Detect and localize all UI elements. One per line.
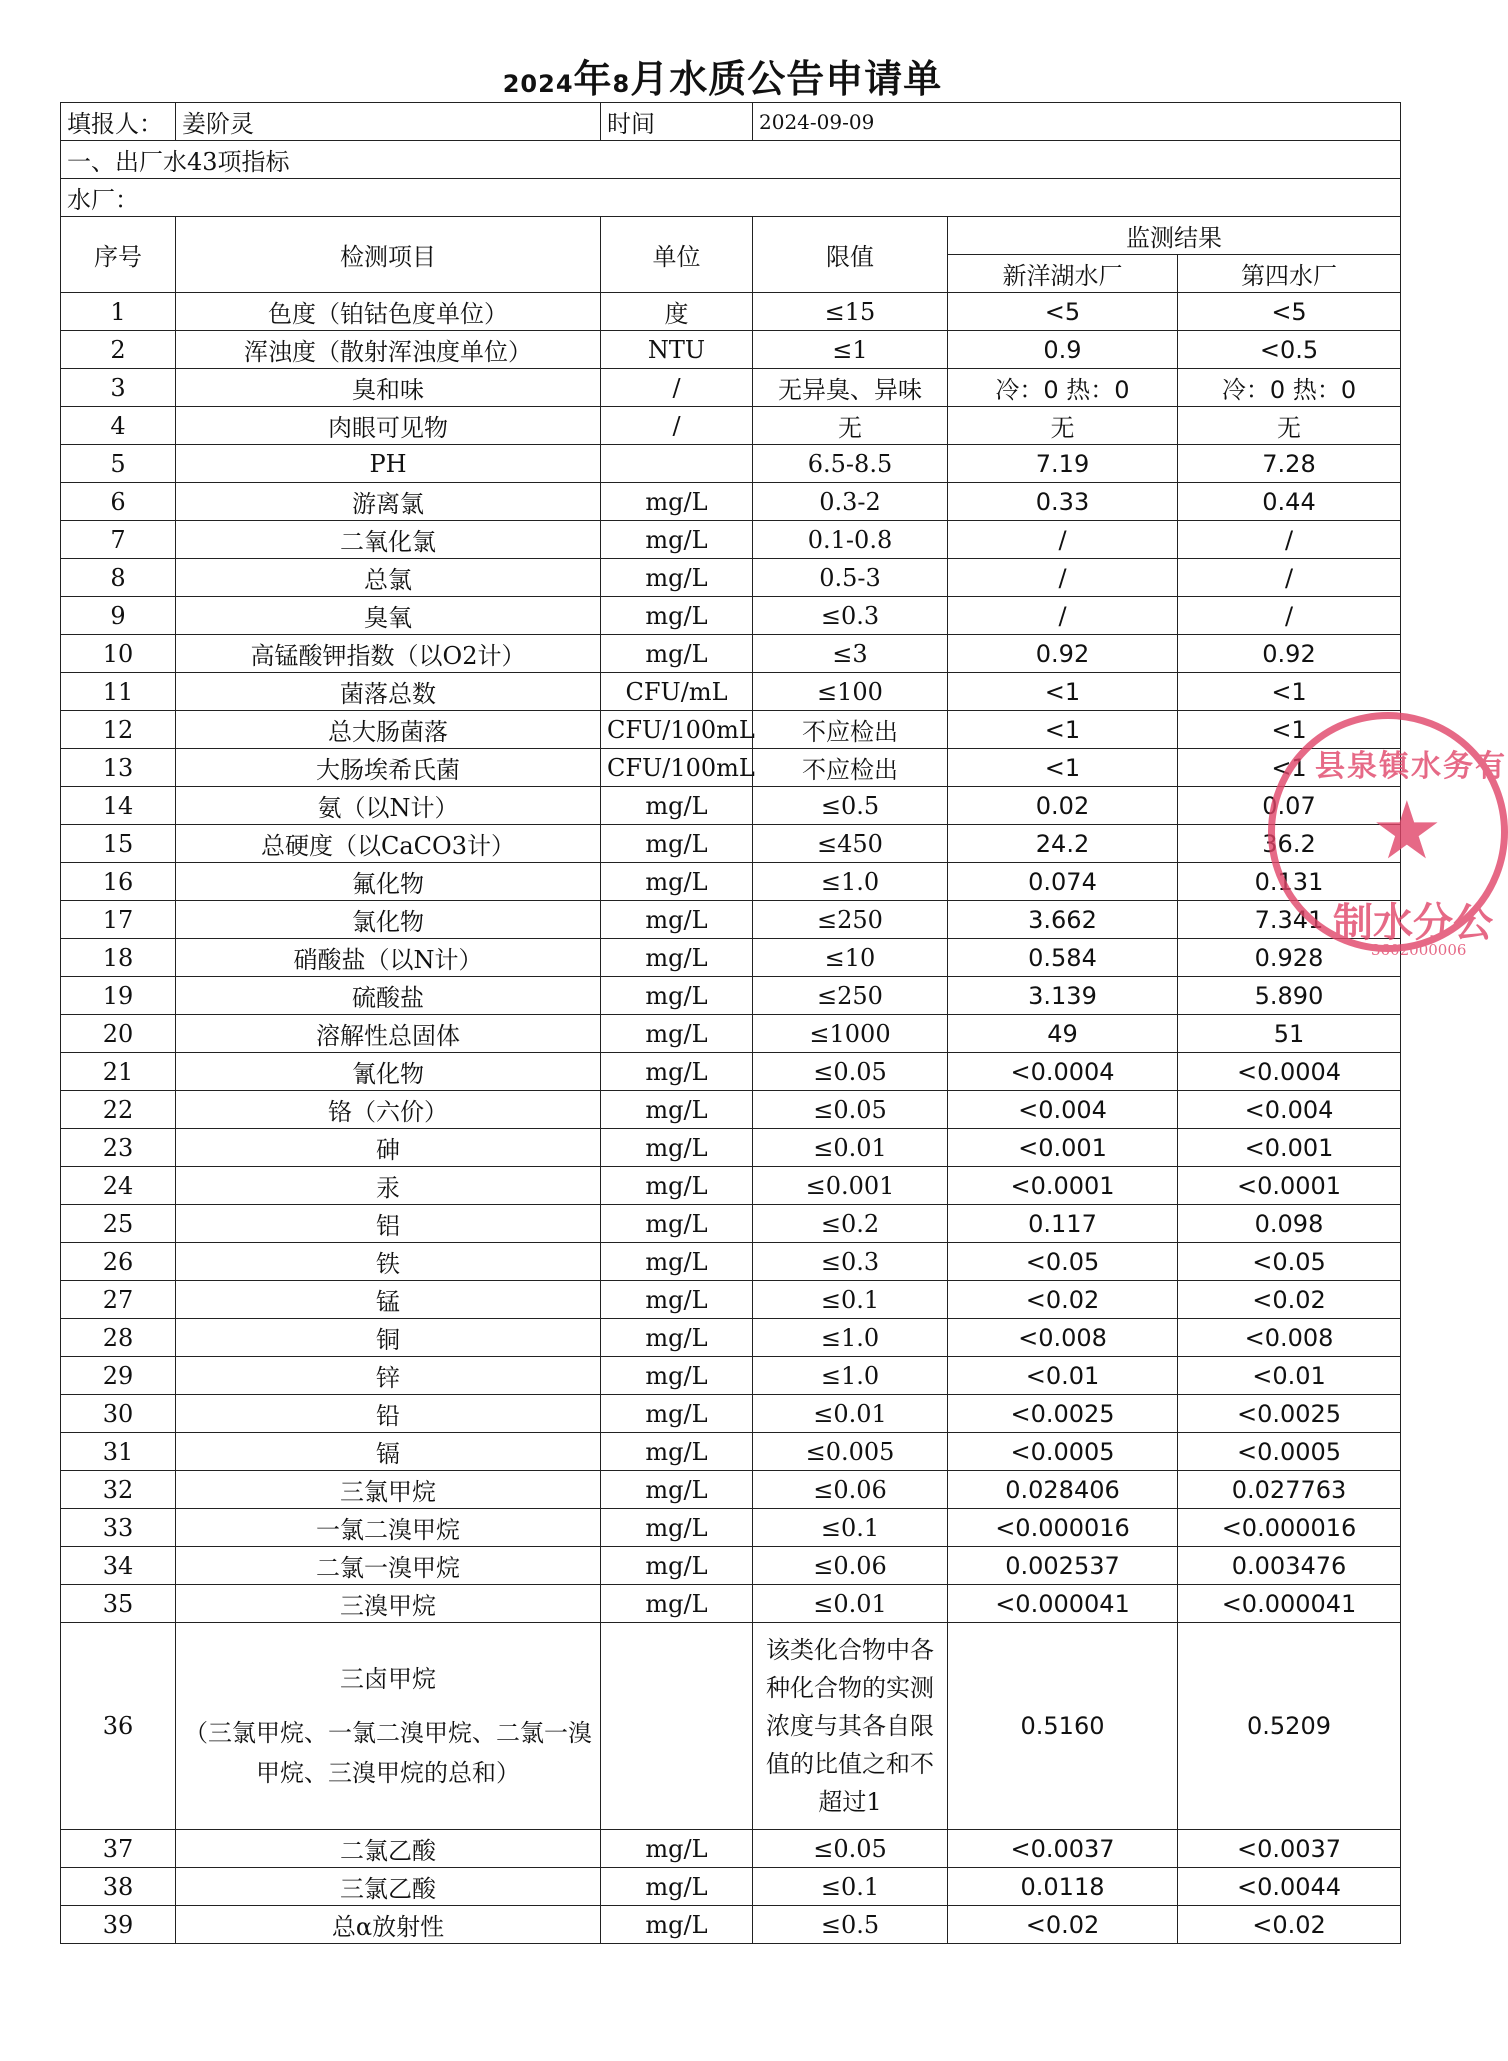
- row-result-plant-b: 36.2: [1178, 825, 1401, 863]
- row-limit: ≤1000: [753, 1015, 948, 1053]
- row-number: 39: [61, 1906, 176, 1944]
- row-unit: mg/L: [601, 939, 753, 977]
- row-result-plant-b: 0.027763: [1178, 1471, 1401, 1509]
- row-unit: mg/L: [601, 1281, 753, 1319]
- row-limit: 不应检出: [753, 749, 948, 787]
- row-item: 三溴甲烷: [176, 1585, 601, 1623]
- row-item: 肉眼可见物: [176, 407, 601, 445]
- table-row: [61, 369, 1401, 407]
- col-limit-header: 限值: [753, 217, 948, 293]
- row-number: 23: [61, 1129, 176, 1167]
- row-unit: NTU: [601, 331, 753, 369]
- table-row: [61, 749, 1401, 787]
- row-limit: ≤0.5: [753, 787, 948, 825]
- table-row: [61, 635, 1401, 673]
- row-limit: ≤10: [753, 939, 948, 977]
- row-unit: mg/L: [601, 1243, 753, 1281]
- row-item: 铬（六价）: [176, 1091, 601, 1129]
- row-limit: ≤0.5: [753, 1906, 948, 1944]
- table-row: [61, 559, 1401, 597]
- table-row: [61, 1509, 1401, 1547]
- row-result-plant-a: <0.01: [948, 1357, 1178, 1395]
- table-row: [61, 331, 1401, 369]
- table-row: [61, 1091, 1401, 1129]
- row-number: 30: [61, 1395, 176, 1433]
- row-result-plant-a: <0.02: [948, 1281, 1178, 1319]
- row-result-plant-a: 无: [948, 407, 1178, 445]
- table-row: [61, 939, 1401, 977]
- row-limit: ≤3: [753, 635, 948, 673]
- table-row: [61, 407, 1401, 445]
- row-limit: ≤0.06: [753, 1471, 948, 1509]
- row-result-plant-a: 0.5160: [948, 1623, 1178, 1830]
- row-result-plant-b: <1: [1178, 749, 1401, 787]
- row-limit: ≤0.05: [753, 1830, 948, 1868]
- section-title: 一、出厂水43项指标: [61, 141, 1401, 179]
- row-result-plant-a: 0.0118: [948, 1868, 1178, 1906]
- row-result-plant-b: 5.890: [1178, 977, 1401, 1015]
- row-number: 26: [61, 1243, 176, 1281]
- row-result-plant-b: <0.0044: [1178, 1868, 1401, 1906]
- plant-row: [61, 179, 1401, 217]
- row-item: 总大肠菌落: [176, 711, 601, 749]
- row-limit: 6.5-8.5: [753, 445, 948, 483]
- row-result-plant-a: /: [948, 559, 1178, 597]
- row-result-plant-a: <0.000016: [948, 1509, 1178, 1547]
- row-number: 37: [61, 1830, 176, 1868]
- water-quality-table: [60, 102, 1401, 1944]
- table-row: [61, 521, 1401, 559]
- row-result-plant-b: <5: [1178, 293, 1401, 331]
- col-unit-header: 单位: [601, 217, 753, 293]
- plant-label: 水厂：: [61, 179, 1401, 217]
- row-result-plant-b: <1: [1178, 711, 1401, 749]
- row-number: 38: [61, 1868, 176, 1906]
- row-item: 锌: [176, 1357, 601, 1395]
- row-limit: ≤0.1: [753, 1281, 948, 1319]
- row-limit: 0.3-2: [753, 483, 948, 521]
- table-row: [61, 1167, 1401, 1205]
- row-result-plant-b: <0.0004: [1178, 1053, 1401, 1091]
- table-row: [61, 863, 1401, 901]
- row-limit: ≤0.2: [753, 1205, 948, 1243]
- reporter-name: 姜阶灵: [176, 103, 601, 141]
- row-limit: ≤1.0: [753, 1357, 948, 1395]
- row-item: 二氧化氯: [176, 521, 601, 559]
- row-limit: ≤250: [753, 977, 948, 1015]
- row-number: 29: [61, 1357, 176, 1395]
- row-unit: CFU/100mL: [601, 711, 753, 749]
- row-item: 铁: [176, 1243, 601, 1281]
- row-item: 氟化物: [176, 863, 601, 901]
- row-result-plant-a: <0.0004: [948, 1053, 1178, 1091]
- row-number: 25: [61, 1205, 176, 1243]
- row-limit: ≤1.0: [753, 1319, 948, 1357]
- row-result-plant-a: 7.19: [948, 445, 1178, 483]
- row-result-plant-a: <0.004: [948, 1091, 1178, 1129]
- row-number: 20: [61, 1015, 176, 1053]
- row-result-plant-b: <0.000041: [1178, 1585, 1401, 1623]
- row-number: 19: [61, 977, 176, 1015]
- section-row: [61, 141, 1401, 179]
- row-result-plant-b: <0.0025: [1178, 1395, 1401, 1433]
- row-item: 总α放射性: [176, 1906, 601, 1944]
- row-result-plant-a: /: [948, 521, 1178, 559]
- row-unit: mg/L: [601, 1868, 753, 1906]
- row-item: 总氯: [176, 559, 601, 597]
- row-number: 8: [61, 559, 176, 597]
- table-row: [61, 1395, 1401, 1433]
- row-item: 大肠埃希氏菌: [176, 749, 601, 787]
- table-row: [61, 1243, 1401, 1281]
- row-unit: CFU/mL: [601, 673, 753, 711]
- row-result-plant-b: 冷：0 热：0: [1178, 369, 1401, 407]
- col-plant-a-header: 新洋湖水厂: [948, 255, 1178, 293]
- row-unit: mg/L: [601, 901, 753, 939]
- row-unit: mg/L: [601, 635, 753, 673]
- row-limit: ≤0.3: [753, 1243, 948, 1281]
- row-number: 10: [61, 635, 176, 673]
- row-result-plant-b: /: [1178, 521, 1401, 559]
- row-limit: ≤0.001: [753, 1167, 948, 1205]
- row-unit: /: [601, 369, 753, 407]
- row-result-plant-a: <5: [948, 293, 1178, 331]
- row-unit: mg/L: [601, 1906, 753, 1944]
- row-unit: mg/L: [601, 1395, 753, 1433]
- row-result-plant-b: /: [1178, 597, 1401, 635]
- column-header-row-1: [61, 217, 1401, 255]
- row-number: 31: [61, 1433, 176, 1471]
- row-result-plant-a: 0.92: [948, 635, 1178, 673]
- row-result-plant-a: 0.02: [948, 787, 1178, 825]
- row-unit: mg/L: [601, 977, 753, 1015]
- row-result-plant-b: 无: [1178, 407, 1401, 445]
- row-result-plant-a: 冷：0 热：0: [948, 369, 1178, 407]
- row-result-plant-a: 49: [948, 1015, 1178, 1053]
- row-number: 33: [61, 1509, 176, 1547]
- row-limit: 0.5-3: [753, 559, 948, 597]
- row-item: 浑浊度（散射浑浊度单位）: [176, 331, 601, 369]
- row-result-plant-a: <1: [948, 673, 1178, 711]
- stamp-top-text: 县泉镇水务有: [1315, 749, 1507, 784]
- row-item: 臭氧: [176, 597, 601, 635]
- row-item: 氯化物: [176, 901, 601, 939]
- stamp-code: 3602000006: [1371, 941, 1467, 959]
- table-row: [61, 1281, 1401, 1319]
- row-result-plant-a: 3.139: [948, 977, 1178, 1015]
- row-unit: mg/L: [601, 1167, 753, 1205]
- row-result-plant-a: /: [948, 597, 1178, 635]
- table-row: [61, 1205, 1401, 1243]
- row-unit: 度: [601, 293, 753, 331]
- row-number: 22: [61, 1091, 176, 1129]
- page-title: 2024年8月水质公告申请单: [502, 57, 943, 101]
- row-unit: CFU/100mL: [601, 749, 753, 787]
- row-result-plant-a: 0.117: [948, 1205, 1178, 1243]
- row-result-plant-b: 0.92: [1178, 635, 1401, 673]
- row-item: 氰化物: [176, 1053, 601, 1091]
- row-item-note: （三氯甲烷、一氯二溴甲烷、二氯一溴甲烷、三溴甲烷的总和）: [184, 1719, 592, 1787]
- row-result-plant-b: <0.0005: [1178, 1433, 1401, 1471]
- row-result-plant-a: <0.0037: [948, 1830, 1178, 1868]
- row-item: 高锰酸钾指数（以O2计）: [176, 635, 601, 673]
- col-results-header: 监测结果: [948, 217, 1401, 255]
- row-unit: [601, 1623, 753, 1830]
- row-number: 4: [61, 407, 176, 445]
- row-limit: ≤100: [753, 673, 948, 711]
- row-item: 一氯二溴甲烷: [176, 1509, 601, 1547]
- row-unit: mg/L: [601, 1547, 753, 1585]
- row-result-plant-b: 51: [1178, 1015, 1401, 1053]
- row-unit: mg/L: [601, 1205, 753, 1243]
- row-item: [176, 1623, 601, 1830]
- row-limit: 不应检出: [753, 711, 948, 749]
- row-item: 臭和味: [176, 369, 601, 407]
- row-result-plant-a: 0.002537: [948, 1547, 1178, 1585]
- row-result-plant-a: <0.000041: [948, 1585, 1178, 1623]
- row-limit: ≤1.0: [753, 863, 948, 901]
- row-item: 二氯一溴甲烷: [176, 1547, 601, 1585]
- row-limit: ≤15: [753, 293, 948, 331]
- table-row: [61, 1319, 1401, 1357]
- row-item: 硝酸盐（以N计）: [176, 939, 601, 977]
- row-number: 18: [61, 939, 176, 977]
- row-number: 2: [61, 331, 176, 369]
- row-unit: mg/L: [601, 1319, 753, 1357]
- row-number: 3: [61, 369, 176, 407]
- row-result-plant-b: <1: [1178, 673, 1401, 711]
- row-result-plant-a: <0.0001: [948, 1167, 1178, 1205]
- row-number: 9: [61, 597, 176, 635]
- row-limit: ≤0.1: [753, 1509, 948, 1547]
- row-result-plant-a: <0.001: [948, 1129, 1178, 1167]
- row-item: 镉: [176, 1433, 601, 1471]
- row-result-plant-a: <1: [948, 711, 1178, 749]
- col-item-header: 检测项目: [176, 217, 601, 293]
- row-result-plant-b: <0.02: [1178, 1906, 1401, 1944]
- row-item: 氨（以N计）: [176, 787, 601, 825]
- row-unit: mg/L: [601, 1509, 753, 1547]
- row-item: 总硬度（以CaCO3计）: [176, 825, 601, 863]
- row-result-plant-a: <0.0025: [948, 1395, 1178, 1433]
- row-unit: mg/L: [601, 1830, 753, 1868]
- table-row: [61, 977, 1401, 1015]
- table-row: [61, 825, 1401, 863]
- row-number: 11: [61, 673, 176, 711]
- row-result-plant-b: 7.341: [1178, 901, 1401, 939]
- table-row: [61, 1129, 1401, 1167]
- row-result-plant-a: <0.0005: [948, 1433, 1178, 1471]
- reporter-row: [61, 103, 1401, 141]
- row-item: 三氯甲烷: [176, 1471, 601, 1509]
- row-result-plant-b: 0.5209: [1178, 1623, 1401, 1830]
- row-result-plant-a: 24.2: [948, 825, 1178, 863]
- table-row: [61, 293, 1401, 331]
- row-result-plant-b: <0.05: [1178, 1243, 1401, 1281]
- row-limit: ≤0.05: [753, 1053, 948, 1091]
- table-row: [61, 901, 1401, 939]
- row-number: 36: [61, 1623, 176, 1830]
- stamp-star-icon: ★: [1371, 784, 1443, 877]
- row-result-plant-b: /: [1178, 559, 1401, 597]
- row-unit: mg/L: [601, 1091, 753, 1129]
- row-number: 17: [61, 901, 176, 939]
- row-unit: mg/L: [601, 1357, 753, 1395]
- col-no-header: 序号: [61, 217, 176, 293]
- row-number: 32: [61, 1471, 176, 1509]
- row-unit: [601, 445, 753, 483]
- row-item: 砷: [176, 1129, 601, 1167]
- row-limit: ≤0.01: [753, 1585, 948, 1623]
- table-row: [61, 1015, 1401, 1053]
- row-number: 35: [61, 1585, 176, 1623]
- row-limit: ≤450: [753, 825, 948, 863]
- row-item: 三氯乙酸: [176, 1868, 601, 1906]
- row-number: 21: [61, 1053, 176, 1091]
- row-result-plant-b: 0.131: [1178, 863, 1401, 901]
- row-limit: ≤250: [753, 901, 948, 939]
- row-result-plant-b: <0.008: [1178, 1319, 1401, 1357]
- row-unit: mg/L: [601, 559, 753, 597]
- table-row: [61, 1433, 1401, 1471]
- row-number: 16: [61, 863, 176, 901]
- row-result-plant-b: 0.928: [1178, 939, 1401, 977]
- report-date: 2024-09-09: [753, 103, 1401, 141]
- row-result-plant-a: <0.008: [948, 1319, 1178, 1357]
- row-result-plant-b: <0.02: [1178, 1281, 1401, 1319]
- row-result-plant-b: <0.004: [1178, 1091, 1401, 1129]
- row-number: 6: [61, 483, 176, 521]
- row-item: 游离氯: [176, 483, 601, 521]
- table-row: [61, 1547, 1401, 1585]
- row-result-plant-b: <0.000016: [1178, 1509, 1401, 1547]
- row-number: 7: [61, 521, 176, 559]
- table-row: [61, 673, 1401, 711]
- table-row: [61, 1830, 1401, 1868]
- row-result-plant-a: <0.05: [948, 1243, 1178, 1281]
- row-result-plant-a: <1: [948, 749, 1178, 787]
- row-result-plant-a: <0.02: [948, 1906, 1178, 1944]
- row-number: 15: [61, 825, 176, 863]
- table-row: [61, 711, 1401, 749]
- row-item: PH: [176, 445, 601, 483]
- row-unit: mg/L: [601, 825, 753, 863]
- row-result-plant-b: <0.5: [1178, 331, 1401, 369]
- table-row: [61, 1053, 1401, 1091]
- row-limit: ≤0.3: [753, 597, 948, 635]
- row-limit: 无: [753, 407, 948, 445]
- row-item: 菌落总数: [176, 673, 601, 711]
- row-unit: mg/L: [601, 521, 753, 559]
- table-row: [61, 597, 1401, 635]
- row-result-plant-b: 7.28: [1178, 445, 1401, 483]
- table-row: [61, 483, 1401, 521]
- row-unit: mg/L: [601, 1129, 753, 1167]
- row-number: 27: [61, 1281, 176, 1319]
- table-row: [61, 1623, 1401, 1830]
- row-limit: ≤1: [753, 331, 948, 369]
- time-label: 时间: [601, 103, 753, 141]
- row-item: 汞: [176, 1167, 601, 1205]
- row-limit: ≤0.06: [753, 1547, 948, 1585]
- row-result-plant-b: 0.003476: [1178, 1547, 1401, 1585]
- row-item: 铅: [176, 1395, 601, 1433]
- row-result-plant-b: 0.44: [1178, 483, 1401, 521]
- row-result-plant-a: 3.662: [948, 901, 1178, 939]
- col-plant-b-header: 第四水厂: [1178, 255, 1401, 293]
- row-limit: ≤0.1: [753, 1868, 948, 1906]
- row-item: 铜: [176, 1319, 601, 1357]
- row-item: 硫酸盐: [176, 977, 601, 1015]
- row-limit: ≤0.01: [753, 1395, 948, 1433]
- row-unit: mg/L: [601, 1471, 753, 1509]
- row-result-plant-a: 0.028406: [948, 1471, 1178, 1509]
- stamp-bottom-text: 制水分公: [1333, 900, 1493, 946]
- row-item: 铝: [176, 1205, 601, 1243]
- row-number: 5: [61, 445, 176, 483]
- row-result-plant-b: 0.098: [1178, 1205, 1401, 1243]
- table-row: [61, 1868, 1401, 1906]
- row-result-plant-a: 0.9: [948, 331, 1178, 369]
- row-number: 1: [61, 293, 176, 331]
- table-row: [61, 1357, 1401, 1395]
- row-unit: mg/L: [601, 483, 753, 521]
- reporter-label: 填报人：: [61, 103, 176, 141]
- row-limit: 该类化合物中各种化合物的实测浓度与其各自限值的比值之和不超过1: [753, 1623, 948, 1830]
- row-result-plant-b: <0.0001: [1178, 1167, 1401, 1205]
- row-result-plant-b: 0.07: [1178, 787, 1401, 825]
- row-item: 二氯乙酸: [176, 1830, 601, 1868]
- row-unit: mg/L: [601, 787, 753, 825]
- row-limit: 无异臭、异味: [753, 369, 948, 407]
- row-result-plant-b: <0.0037: [1178, 1830, 1401, 1868]
- row-unit: mg/L: [601, 1585, 753, 1623]
- row-item: 锰: [176, 1281, 601, 1319]
- table-row: [61, 445, 1401, 483]
- row-limit: 0.1-0.8: [753, 521, 948, 559]
- row-result-plant-a: 0.584: [948, 939, 1178, 977]
- row-number: 24: [61, 1167, 176, 1205]
- row-limit: ≤0.05: [753, 1091, 948, 1129]
- row-unit: mg/L: [601, 1433, 753, 1471]
- row-result-plant-a: 0.074: [948, 863, 1178, 901]
- row-number: 28: [61, 1319, 176, 1357]
- row-result-plant-b: <0.001: [1178, 1129, 1401, 1167]
- official-stamp: [1268, 712, 1508, 959]
- table-row: [61, 787, 1401, 825]
- table-row: [61, 1585, 1401, 1623]
- row-number: 12: [61, 711, 176, 749]
- row-unit: mg/L: [601, 1015, 753, 1053]
- row-limit: ≤0.005: [753, 1433, 948, 1471]
- table-row: [61, 1471, 1401, 1509]
- row-item: 溶解性总固体: [176, 1015, 601, 1053]
- row-unit: /: [601, 407, 753, 445]
- row-item-title: 三卤甲烷: [340, 1665, 436, 1693]
- row-result-plant-a: 0.33: [948, 483, 1178, 521]
- row-number: 14: [61, 787, 176, 825]
- row-result-plant-b: <0.01: [1178, 1357, 1401, 1395]
- row-limit: ≤0.01: [753, 1129, 948, 1167]
- row-number: 34: [61, 1547, 176, 1585]
- row-number: 13: [61, 749, 176, 787]
- row-unit: mg/L: [601, 1053, 753, 1091]
- row-item: 色度（铂钴色度单位）: [176, 293, 601, 331]
- table-row: [61, 1906, 1401, 1944]
- row-unit: mg/L: [601, 863, 753, 901]
- row-unit: mg/L: [601, 597, 753, 635]
